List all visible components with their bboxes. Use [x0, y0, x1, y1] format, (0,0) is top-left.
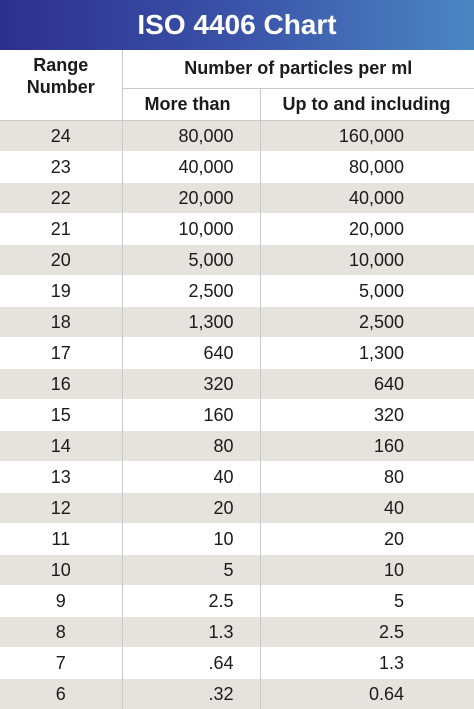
up-to-cell: 1,300	[260, 338, 474, 369]
up-to-cell: 80,000	[260, 152, 474, 183]
table-row	[0, 586, 474, 617]
up-to-cell: 20,000	[260, 214, 474, 245]
range-number-cell: 20	[0, 245, 122, 276]
more-than-cell: 40	[122, 462, 260, 493]
up-to-cell: 80	[260, 462, 474, 493]
range-number-cell: 6	[0, 679, 122, 709]
more-than-cell: .32	[122, 679, 260, 709]
table-row	[0, 493, 474, 524]
table-row	[0, 462, 474, 493]
range-number-cell: 12	[0, 493, 122, 524]
up-to-cell: 2,500	[260, 307, 474, 338]
up-to-cell: 2.5	[260, 617, 474, 648]
iso-4406-table	[0, 50, 474, 709]
range-number-cell: 11	[0, 524, 122, 555]
up-to-cell: 1.3	[260, 648, 474, 679]
more-than-cell: 2,500	[122, 276, 260, 307]
more-than-header: More than	[122, 88, 260, 120]
range-number-cell: 19	[0, 276, 122, 307]
table-row	[0, 369, 474, 400]
table-row	[0, 307, 474, 338]
range-number-cell: 16	[0, 369, 122, 400]
range-number-cell: 23	[0, 152, 122, 183]
range-number-cell: 18	[0, 307, 122, 338]
table-row	[0, 152, 474, 183]
more-than-cell: 20	[122, 493, 260, 524]
range-number-cell: 8	[0, 617, 122, 648]
more-than-cell: .64	[122, 648, 260, 679]
table-row	[0, 431, 474, 462]
up-to-cell: 5	[260, 586, 474, 617]
table-row	[0, 276, 474, 307]
more-than-cell: 2.5	[122, 586, 260, 617]
more-than-cell: 20,000	[122, 183, 260, 214]
more-than-cell: 10,000	[122, 214, 260, 245]
up-to-cell: 40	[260, 493, 474, 524]
up-to-cell: 160	[260, 431, 474, 462]
up-to-cell: 0.64	[260, 679, 474, 709]
up-to-cell: 10,000	[260, 245, 474, 276]
range-number-cell: 17	[0, 338, 122, 369]
table-row	[0, 400, 474, 431]
range-number-cell: 9	[0, 586, 122, 617]
more-than-cell: 160	[122, 400, 260, 431]
more-than-cell: 80,000	[122, 121, 260, 152]
range-number-cell: 22	[0, 183, 122, 214]
range-number-cell: 15	[0, 400, 122, 431]
range-number-cell: 10	[0, 555, 122, 586]
table-row	[0, 555, 474, 586]
up-to-cell: 10	[260, 555, 474, 586]
range-number-cell: 13	[0, 462, 122, 493]
more-than-cell: 5	[122, 555, 260, 586]
particles-per-ml-header: Number of particles per ml	[122, 50, 474, 88]
range-header-line1: Range	[33, 55, 88, 75]
table-row	[0, 121, 474, 152]
range-number-cell: 7	[0, 648, 122, 679]
more-than-cell: 640	[122, 338, 260, 369]
more-than-cell: 1,300	[122, 307, 260, 338]
up-to-cell: 320	[260, 400, 474, 431]
table-row	[0, 679, 474, 709]
table-row	[0, 338, 474, 369]
more-than-cell: 40,000	[122, 152, 260, 183]
more-than-cell: 1.3	[122, 617, 260, 648]
range-number-cell: 24	[0, 121, 122, 152]
range-number-cell: 21	[0, 214, 122, 245]
chart-title: ISO 4406 Chart	[0, 0, 474, 50]
table-row	[0, 648, 474, 679]
table-row	[0, 183, 474, 214]
more-than-cell: 10	[122, 524, 260, 555]
table-body	[0, 121, 474, 709]
up-to-cell: 5,000	[260, 276, 474, 307]
table-row	[0, 245, 474, 276]
up-to-header: Up to and including	[260, 88, 474, 120]
up-to-cell: 160,000	[260, 121, 474, 152]
table-row	[0, 617, 474, 648]
table-row	[0, 524, 474, 555]
more-than-cell: 320	[122, 369, 260, 400]
range-number-cell: 14	[0, 431, 122, 462]
range-number-header	[0, 50, 122, 121]
range-header-line2: Number	[27, 77, 95, 97]
table-row	[0, 214, 474, 245]
more-than-cell: 5,000	[122, 245, 260, 276]
up-to-cell: 640	[260, 369, 474, 400]
more-than-cell: 80	[122, 431, 260, 462]
up-to-cell: 40,000	[260, 183, 474, 214]
up-to-cell: 20	[260, 524, 474, 555]
